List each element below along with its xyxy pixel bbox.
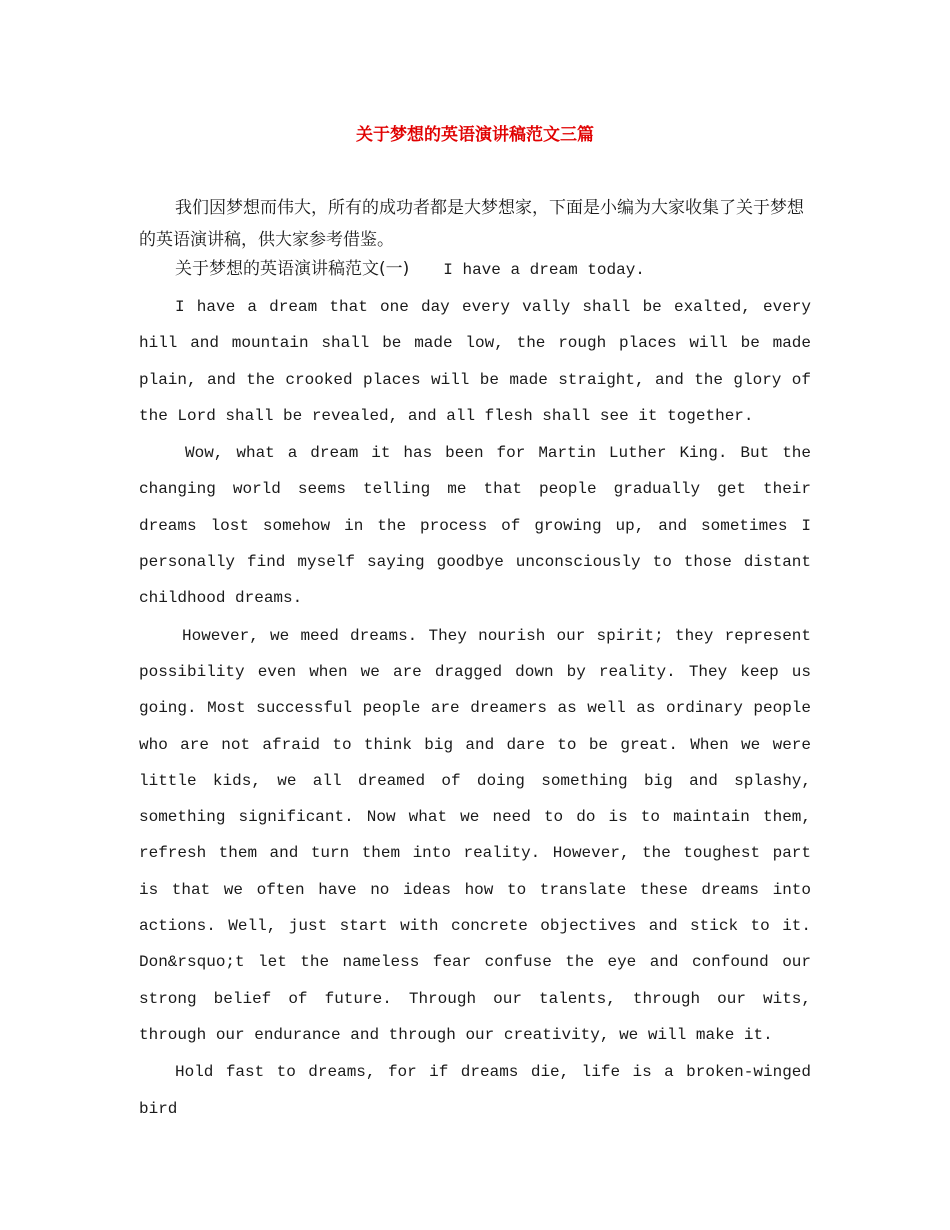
section-heading: 关于梦想的英语演讲稿范文(一)	[175, 259, 410, 279]
body-paragraph-3: However, we meed dreams. They nourish our spirit; they represent possibility even when we are dragged down by reality. They keep us going. Most successful people are dreamers as well as ordinary people who are not afraid to think big and dare to be great. When we were little kids, we all dreamed of doing something big and splashy, something significant. Now what we need to do is to maintain them, refresh them and turn them into reality. However, the toughest part is that we often have no ideas how to translate these dreams into actions. Well, just start with concrete objectives and stick to it. Don&rsquo;t let the nameless fear confuse the eye and confound our strong belief of future. Through our talents, through our wits, through our endurance and through our creativity, we will make it.	[139, 626, 811, 1044]
document-title: 关于梦想的英语演讲稿范文三篇	[356, 125, 594, 145]
intro-paragraph: 我们因梦想而伟大，所有的成功者都是大梦想家，下面是小编为大家收集了关于梦想的英语演讲稿，供大家参考借鉴。	[139, 198, 804, 250]
body-paragraph-2: Wow, what a dream it has been for Martin Luther King. But the changing world seems telling me that people gradually get their dreams lost somehow in the process of growing up, and sometimes I personally find myself saying goodbye unconsciously to those distant childhood dreams.	[139, 444, 811, 608]
section-opening-line: I have a dream today.	[443, 261, 645, 279]
body-paragraph-4: Hold fast to dreams, for if dreams die, life is a broken-winged bird	[139, 1063, 811, 1118]
document-body	[139, 192, 811, 1128]
section-heading-line	[139, 256, 811, 283]
body-paragraph-1: I have a dream that one day every vally shall be exalted, every hill and mountain shall be made low, the rough places will be made plain, and the crooked places will be made straight, and the glory of the Lord shall be revealed, and all flesh shall see it together.	[139, 298, 811, 425]
